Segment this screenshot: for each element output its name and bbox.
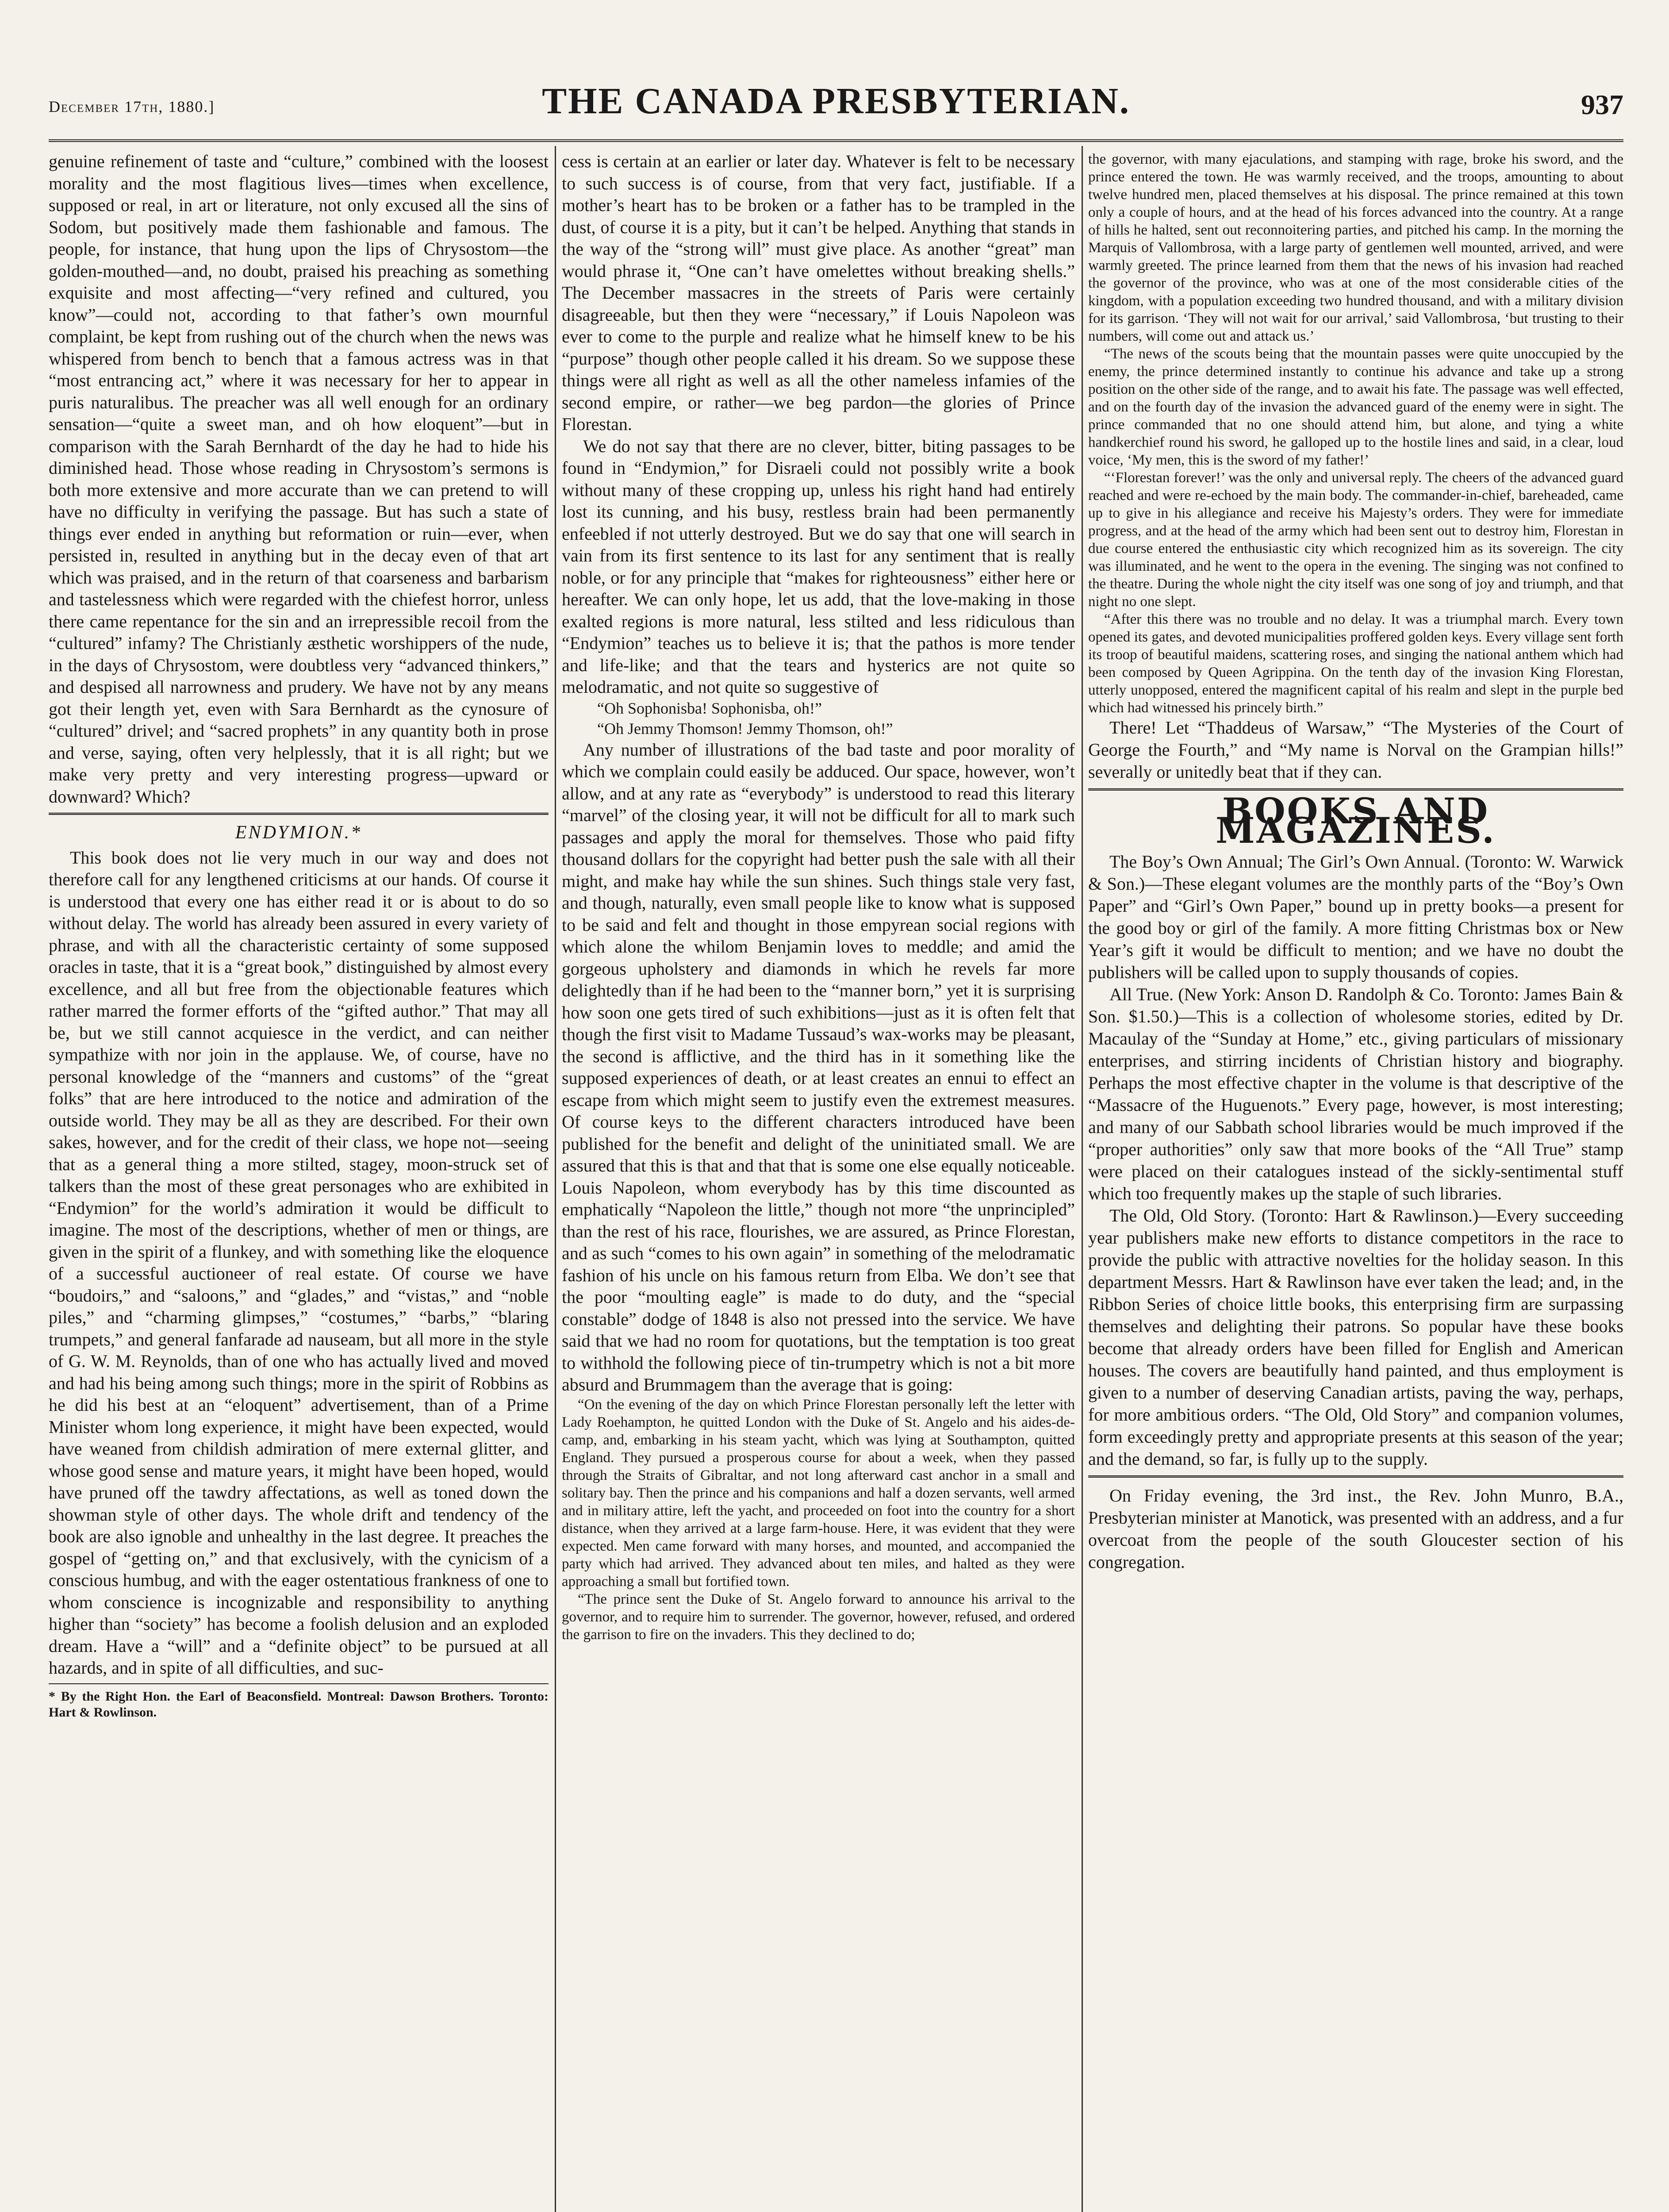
issue-date: December 17th, 1880.] [49, 98, 215, 115]
column-divider [555, 146, 556, 2212]
books-magazines-heading: BOOKS AND MAGAZINES. [1216, 790, 1496, 851]
verse-line: “Oh Sophonisba! Sophonisba, oh!” [597, 699, 822, 717]
quote-paragraph: “‘Florestan forever!’ was the only and universal reply. The cheers of the advanced guard reached and were re-echoed by the main body. The commander-in-chief, bareheaded, came up to give in his allegiance and receive his Majesty’s orders. They were for immediate progress, and at the head of the army which had been sent out to destroy him, Florestan in due course entered the enthusiastic city which recognized him as its sovereign. The city was illuminated, and he went to the opera in the evening. The singing was not confined to the theatre. During the whole night the city itself was one song of joy and triumph, and that night no one slept. [1088, 470, 1623, 610]
header-rule [49, 139, 1623, 146]
quote-paragraph: “On the evening of the day on which Prince Florestan personally left the letter with Lady Roehampton, he quitted London with the Duke of St. Angelo and his aides-de-camp, and, embarking in his steam yacht, which was lying at Southampton, quitted England. They pursued a prosperous course for about a week, when they passed through the Straits of Gibraltar, and not long afterward cast anchor in a small and solitary bay. Then the prince and his companions and half a dozen servants, well armed and in military attire, left the yacht, and proceeded on foot into the country for a short distance, when they arrived at a large farm-house. Here, it was evident that they were expected. Men came forward with many horses, and mounted, and accompanied the party which had arrived. They advanced about ten miles, and halted as they were approaching a small but fortified town. [562, 1396, 1075, 1590]
column-divider [1082, 146, 1083, 2212]
paragraph: Any number of illustrations of the bad taste and poor morality of which we complain could easily be adduced. Our space, however, won’t allow, and at any rate as “everybody” is understood to read this literary “marvel” of the closing year, it will not be difficult for all to mark such passages and apply the moral for themselves. Those who paid fifty thousand dollars for the copyright had better push the sale with all their might, and make hay while the sun shines. Such things stale very fast, and though, naturally, even small people like to know what is supposed to be said and felt and thought in those empyrean social regions with which alone the whilom Benjamin loves to meddle; and amid the gorgeous upholstery and diamonds in which he revels far more delightedly than if he had been to the “manner born,” yet it is surprising how soon one gets tired of such exhibitions—just as it is often felt that though the first visit to Madame Tussaud’s wax-works may be pleasant, the second is afflictive, and the third has in it something like the supposed experiences of death, or at least creates an ennui to effect an escape from which might seem to justify even the extremest measures. Of course keys to the different characters introduced have been published for the benefit and delight of the uninitiated small. We are assured that this is that and that that is some one else equally noticeable. Louis Napoleon, whom everybody has by this time discounted as emphatically “Napoleon the little,” though not more “the unprincipled” than the rest of his race, flourishes, we are assured, as Prince Florestan, and as such “comes to his own again” in something of the melodramatic fashion of his uncle on his famous return from Elba. We don’t see that the poor “moulting eagle” is made to do duty, and the “special constable” dodge of 1848 is also not pressed into the service. We have said that we had no room for quotations, but the temptation is too great to withhold the following piece of tin-trumpetry which is not a bit more absurd and Brummagem than the average that is going: [562, 739, 1075, 1394]
quote-paragraph: “After this there was no trouble and no delay. It was a triumphal march. Every town opened its gates, and devoted municipalities proffered golden keys. Every village sent forth its troop of beautiful maidens, scattering roses, and singing the national anthem which had been composed by Queen Agrippina. On the tenth day of the invasion King Florestan, utterly unopposed, entered the magnificent capital of his realm and slept in the purple bed which had witnessed his princely birth.” [1088, 611, 1623, 716]
quote-paragraph: “The prince sent the Duke of St. Angelo forward to announce his arrival to the governor, and to require him to surrender. The governor, however, refused, and ordered the garrison to fire on the invaders. This they declined to do; [562, 1591, 1075, 1643]
review-paragraph: The Boy’s Own Annual; The Girl’s Own Annual. (Toronto: W. Warwick & Son.)—These elegant volumes are the monthly parts of the “Boy’s Own Paper” and “Girl’s Own Paper,” bound up in pretty books—a present for the good boy or girl of the family. A more fitting Christmas box or New Year’s gift it would be difficult to mention; and we have no doubt the publishers will be called upon to supply thousands of copies. [1088, 852, 1623, 982]
footnote-rule [49, 1683, 549, 1684]
paragraph: genuine refinement of taste and “culture,” combined with the loosest morality and the most flagitious lives—times when excellence, supposed or real, in art or literature, not only excused all the sins of Sodom, but positively made them fashionable and famous. The people, for instance, that hung upon the lips of Chrysostom—the golden-mouthed—and, no doubt, praised his preaching as something exquisite and most affecting—“very refined and cultured, you know”—could not, according to that father’s own mournful complaint, be kept from rushing out of the church when the news was whispered from bench to bench that a famous actress was in that “most entrancing act,” where it was necessary for her to appear in puris naturalibus. The preacher was all well enough for an ordinary sensation—“quite a sweet man, and oh how eloquent”—but in comparison with the Sarah Bernhardt of the day he had to hide his diminished head. Those whose reading in Chrysostom’s sermons is both more extensive and more accurate than we can pretend to will have no difficulty in verifying the passage. But has such a state of things ever ended in anything but reformation or ruin—ever, when persisted in, resulted in anything but in the decay even of that art which was praised, and in the return of that coarseness and barbarism and tastelessness which were regarded with the chiefest horror, unless there came repentance for the sin and an irrepressible recoil from the “cultured” infamy? The Christianly æsthetic worshippers of the nude, in the days of Chrysostom, were doubtless very “advanced thinkers,” and despised all narrowness and prudery. We have not by any means got their length yet, even with Sara Bernhardt as the cynosure of “cultured” drivel; and “sacred prophets” in any quantity both in prose and verse, saying, often very helplessly, that it is all right; but we make very pretty and very interesting progress—upward or downward? Which? [49, 151, 549, 806]
review-paragraph: All True. (New York: Anson D. Randolph & Co. Toronto: James Bain & Son. $1.50.)—This is a collection of wholesome stories, edited by Dr. Macaulay of the “Sunday at Home,” etc., giving particulars of missionary enterprises, and stirring incidents of Christian history and biography. Perhaps the most effective chapter in the volume is that descriptive of the “Massacre of the Huguenots.” Every page, however, is most interesting; and many of our Sabbath school libraries would be much improved if the “proper authorities” only saw that more books of the “All True” stamp were placed on their catalogues instead of the sickly-sentimental stuff which too frequently makes up the staple of such libraries. [1088, 984, 1623, 1203]
quote-paragraph: the governor, with many ejaculations, and stamping with rage, broke his sword, and the prince entered the town. He was warmly received, and the troops, amounting to about twelve hundred men, placed themselves at his disposal. The prince remained at this town only a couple of hours, and at the head of his forces advanced into the country. At a range of hills he halted, sent out reconnoitering parties, and pitched his camp. In the morning the Marquis of Vallombrosa, with a large party of gentlemen well mounted, arrived, and were warmly greeted. The prince learned from them that the news of his invasion had reached the governor of the province, who was at one of the most considerable cities of the kingdom, with a population exceeding two hundred thousand, and with a military division for its garrison. ‘They will not wait for our arrival,’ said Vallombrosa, ‘but trusting to their numbers, will come out and attack us.’ [1088, 151, 1623, 344]
article-heading: ENDYMION.* [235, 822, 362, 843]
footnote: * By the Right Hon. the Earl of Beaconsfield. Montreal: Dawson Brothers. Toronto: Hart & Rowlinson. [49, 1689, 549, 1720]
paragraph: This book does not lie very much in our way and does not therefore call for any lengthened criticisms at our hands. Of course it is understood that every one has either read it or is about to do so without delay. The world has already been assured in every variety of phrase, and with all the characteristic certainty of some supposed oracles in taste, that it is a “great book,” distinguished by almost every excellence, and all but free from the objectionable features which rather marred the former efforts of the “gifted author.” That may all be, but we still cannot acquiesce in the verdict, and can neither sympathize with nor join in the applause. We, of course, have no personal knowledge of the “manners and customs” of the “great folks” that are here introduced to the notice and admiration of the outside world. They may be all as they are described. For their own sakes, however, and for the credit of their class, we hope not—seeing that as a general thing a more stilted, stagey, moon-struck set of talkers than the most of these great personages who are exhibited in “Endymion” for the world’s admiration it would be difficult to imagine. The most of the descriptions, whether of men or things, are given in the spirit of a flunkey, and with something like the eloquence of a successful auctioneer of real estate. Of course we have “boudoirs,” and “saloons,” and “glades,” and “vistas,” and “noble piles,” and “charming glimpses,” “costumes,” “barbs,” “blaring trumpets,” and general fanfarade ad nauseam, but all more in the style of G. W. M. Reynolds, than of one who has actually lived and moved and had his being among such things; more in the spirit of Robbins as he did his best at an “eloquent” advertisement, than of a Prime Minister whom long experience, it might have been expected, would have weaned from childish admiration of mere external glitter, and whose good sense and mature years, it might have been hoped, would have pruned off the tawdry affectations, as well as toned down the showman style of other days. The whole drift and tendency of the book are also ignoble and unhealthy in the last degree. It preaches the gospel of “getting on,” and that exclusively, with the cynicism of a conscious humbug, and with the eager ostentatious frankness of one to whom conscience is incognizable and responsibility to anything higher than “society” has become a foolish delusion and an exploded dream. Have a “will” and a “definite object” to be pursued at all hazards, and in spite of all difficulties, and suc- [49, 847, 549, 1678]
block-quote [1088, 150, 1623, 717]
news-paragraph: On Friday evening, the 3rd inst., the Rev. John Munro, B.A., Presbyterian minister at Manotick, was presented with an address, and a fur overcoat from the people of the south Gloucester section of his congregation. [1088, 1486, 1623, 1572]
block-quote [562, 1396, 1075, 1644]
column-2 [562, 150, 1075, 1644]
paragraph: There! Let “Thaddeus of Warsaw,” “The Mysteries of the Court of George the Fourth,” and “My name is Norval on the Grampian hills!” severally or unitedly beat that if they can. [1088, 718, 1623, 782]
newspaper-title: THE CANADA PRESBYTERIAN. [542, 81, 1130, 122]
column-1 [49, 150, 549, 1720]
verse-line: “Oh Jemmy Thomson! Jemmy Thomson, oh!” [597, 719, 893, 737]
paragraph: We do not say that there are no clever, bitter, biting passages to be found in “Endymion,” for Disraeli could not possibly write a book without many of these cropping up, unless his right hand had entirely lost its cunning, and his busy, restless brain had been permanently enfeebled if not utterly destroyed. But we do say that one will search in vain from its first sentence to its last for any sentiment that is really noble, or for any principle that “makes for righteousness” either here or hereafter. We can only hope, let us add, that the love-making in those exalted regions is more natural, less stilted and less ridiculous than “Endymion” teaches us to believe it is; that the pathos is more tender and life-like; and that the tears and hysterics are not quite so melodramatic, and not quite so suggestive of [562, 436, 1075, 697]
column-3 [1088, 150, 1623, 1573]
review-paragraph: The Old, Old Story. (Toronto: Hart & Rawlinson.)—Every succeeding year publishers make new efforts to distance competitors in the race to provide the public with attractive novelties for the holiday season. In this department Messrs. Hart & Rawlinson have ever taken the lead; and, in the Ribbon Series of choice little books, this enterprising firm are surpassing themselves and delighting their patrons. So popular have these books become that already orders have been filled for English and American houses. The covers are beautifully hand painted, and thus employment is given to a number of deserving Canadian artists, paving the way, perhaps, for more ambitious orders. “The Old, Old Story” and companion volumes, form exceedingly pretty and appropriate presents at this season of the year; and the demand, so far, is fully up to the supply. [1088, 1206, 1623, 1469]
quote-paragraph: “The news of the scouts being that the mountain passes were quite unoccupied by the enemy, the prince determined instantly to continue his advance and take up a strong position on the other side of the range, and to await his fate. The passage was well effected, and on the fourth day of the invasion the advanced guard of the enemy were in sight. The prince commanded that no one should attend him, but alone, and tying a white handkerchief round his sword, he galloped up to the hostile lines and said, in a clear, loud voice, ‘My men, this is the sword of my father!’ [1088, 346, 1623, 468]
paragraph: cess is certain at an earlier or later day. Whatever is felt to be necessary to such success is of course, from that very fact, justifiable. If a mother’s heart has to be broken or a father has to be trampled in the dust, of course it is a pity, but it can’t be helped. Anything that stands in the way of the “strong will” must give place. As another “great” man would phrase it, “One can’t have omelettes without breaking shells.” The December massacres in the streets of Paris were certainly disagreeable, but then they were “necessary,” if Louis Napoleon was ever to come to the purple and realize what he himself knew to be his “purpose” though other people called it his dream. So we suppose these things were all right as well as all the other nameless infamies of the second empire, or rather—we beg pardon—the glories of Prince Florestan. [562, 151, 1075, 434]
section-rule [1088, 1475, 1623, 1480]
page-header [49, 80, 1623, 137]
page-number: 937 [1581, 89, 1623, 120]
section-rule [49, 813, 549, 818]
